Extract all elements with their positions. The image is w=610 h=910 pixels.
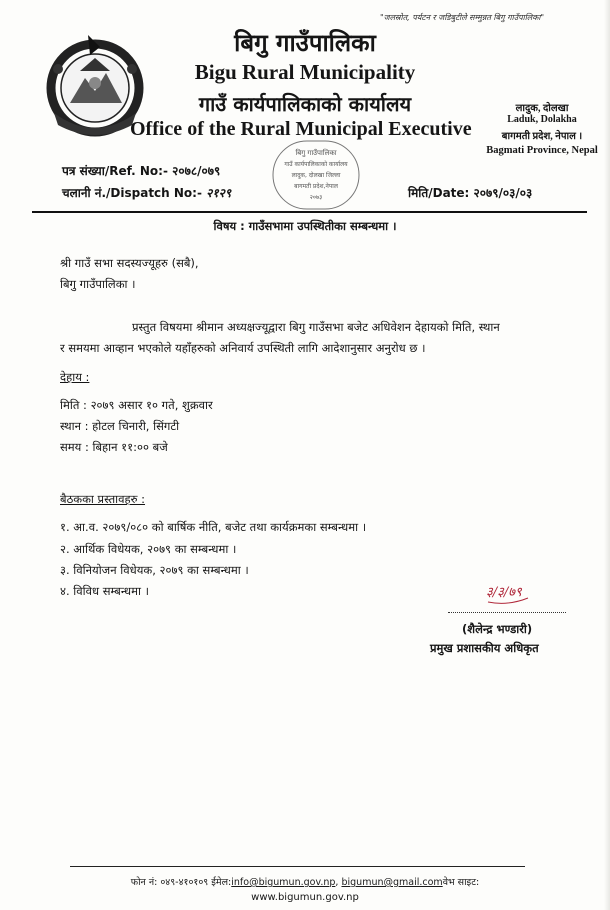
letter-date xyxy=(408,184,532,201)
letter-subject: विषय : गाउँसभामा उपस्थितीका सम्बन्धमा । xyxy=(213,219,397,233)
agenda-item: २. आर्थिक विधेयक, २०७९ का सम्बन्धमा । xyxy=(60,542,237,556)
agenda-item: ३. विनियोजन विधेयक, २०७९ का सम्बन्धमा । xyxy=(60,563,249,577)
municipality-title-en: Bigu Rural Municipality xyxy=(194,60,416,84)
header-divider xyxy=(32,211,587,213)
address-en-1: Laduk, Dolakha xyxy=(507,114,577,125)
footer-email-1[interactable]: info@bigumun.gov.np xyxy=(231,877,336,888)
signatory-title: प्रमुख प्रशासकीय अधिकृत xyxy=(430,641,539,655)
footer-web-label: वेभ साइट: xyxy=(442,877,480,888)
date-value: २०७९/०३/०३ xyxy=(473,186,533,200)
stamp-line-1: बिगु गाउँपालिका xyxy=(295,149,337,157)
meeting-date: मिति : २०७९ असार १० गते, शुक्रवार xyxy=(60,398,213,412)
agenda-item: १. आ.व. २०७९/०८० को बार्षिक नीति, बजेट तथा कार्यक्रमका सम्बन्धमा । xyxy=(60,520,367,534)
body-line-1: प्रस्तुत विषयमा श्रीमान अध्यक्षज्यूद्वारा बिगु गाउँसभा बजेट अधिवेशन देहायको मिति, स्थान xyxy=(132,320,500,334)
handwritten-date-text: ३/३/७९ xyxy=(486,585,522,600)
address-en-2: Bagmati Province, Nepal xyxy=(486,145,598,156)
meeting-place: स्थान : होटल चिनारी, सिंगटी xyxy=(60,419,180,433)
footer-separator: , xyxy=(335,877,342,888)
meeting-time: समय : बिहान ११:०० बजे xyxy=(60,440,168,454)
dispatch-label: चलानी नं./Dispatch No:- xyxy=(62,186,202,200)
stamp-line-5: २०७३ xyxy=(309,194,323,201)
address-np-2: बागमती प्रदेश, नेपाल । xyxy=(501,131,583,142)
footer-divider xyxy=(70,866,525,867)
dispatch-value: २१२९ xyxy=(206,186,232,200)
handwritten-date xyxy=(482,576,532,610)
page-edge-shadow xyxy=(604,0,610,910)
footer-email-label: ईमेल: xyxy=(211,877,232,888)
addressee-line-1: श्री गाउँ सभा सदस्यज्यूहरु (सबै), xyxy=(60,256,199,270)
footer-phone: फोन नं: ०४९-४१०१०९ xyxy=(130,877,209,888)
addressee-line-2: बिगु गाउँपालिका । xyxy=(60,277,136,291)
slogan: "जलस्रोत, पर्यटन र जडिबुटीले सम्मुन्नत बिगु गाउँपालिका" xyxy=(380,13,545,22)
dispatch-number xyxy=(62,184,231,201)
footer-contact xyxy=(0,875,610,888)
date-label: मिति/Date: xyxy=(408,186,470,200)
footer-email-2[interactable]: bigumun@gmail.com xyxy=(341,877,443,888)
signature-line xyxy=(448,612,566,613)
municipality-title-np: बिगु गाउँपालिका xyxy=(234,29,376,57)
details-heading: देहाय : xyxy=(60,370,90,384)
office-stamp xyxy=(272,140,360,210)
agenda-heading: बैठकका प्रस्तावहरु : xyxy=(60,492,146,506)
office-title-np: गाउँ कार्यपालिकाको कार्यालय xyxy=(198,92,412,116)
ref-label: पत्र संख्या/Ref. No:- xyxy=(62,164,168,178)
stamp-line-2: गाउँ कार्यपालिकाको कार्यालय xyxy=(284,161,348,168)
address-np-1: लादुक, दोलखा xyxy=(515,103,569,114)
signatory-name: (शैलेन्द्र भण्डारी) xyxy=(462,622,533,636)
stamp-line-4: बागमती प्रदेश,नेपाल xyxy=(294,183,338,190)
agenda-item: ४. विविध सम्बन्धमा । xyxy=(60,584,149,598)
ref-value: २०७८/०७९ xyxy=(172,164,221,178)
stamp-line-3: लादुक, दोलखा जिल्ला xyxy=(291,172,341,179)
body-line-2: र समयमा आव्हान भएकोले यहाँहरुको अनिवार्य उपस्थिती लागि आदेशानुसार अनुरोध छ । xyxy=(60,341,426,355)
footer-website[interactable]: www.bigumun.gov.np xyxy=(251,892,359,903)
office-title-en: Office of the Rural Municipal Executive xyxy=(130,118,472,140)
ref-number xyxy=(62,162,220,179)
